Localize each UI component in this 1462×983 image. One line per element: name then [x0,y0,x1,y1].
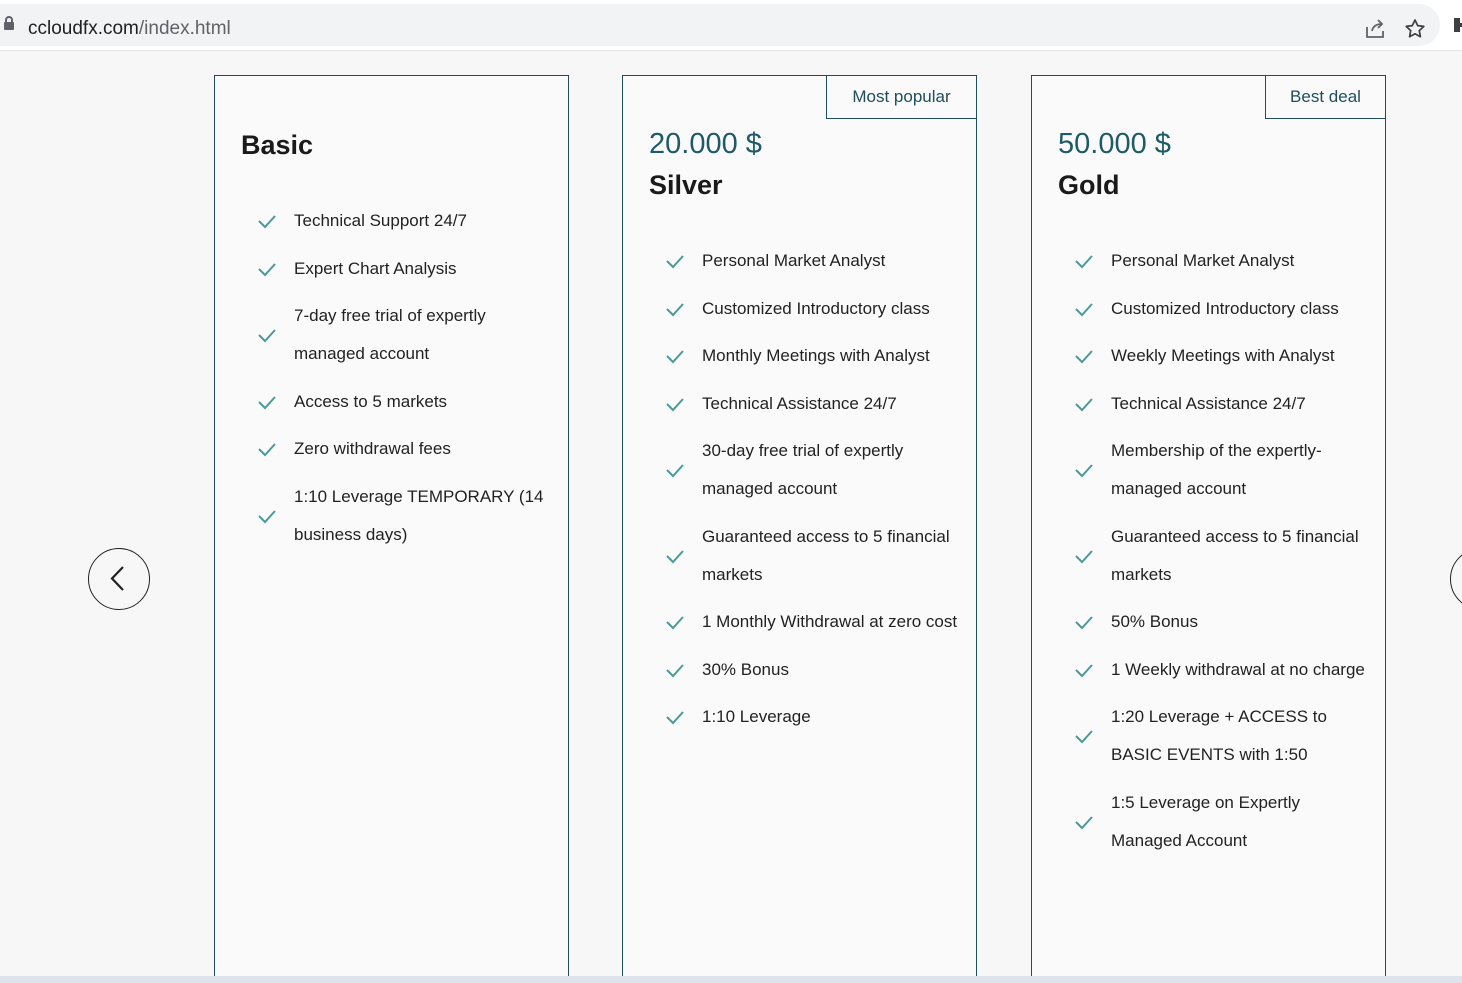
checkmark-icon [1074,396,1094,412]
feature-item [623,242,978,280]
feature-item [623,432,978,508]
best-deal-badge: Best deal [1265,75,1386,119]
url-host: ccloudfx.com [28,18,139,39]
feature-text: Technical Assistance 24/7 [1111,393,1306,413]
feature-list [1032,242,1387,869]
plan-card-silver [622,75,977,983]
plan-card-basic [214,75,569,983]
feature-text: Zero withdrawal fees [294,439,451,458]
browser-toolbar [0,0,1462,51]
feature-text: Access to 5 markets [294,391,448,411]
feature-list [623,242,978,746]
checkmark-icon [1074,614,1094,630]
feature-item [1032,784,1387,860]
most-popular-badge: Most popular [826,75,977,119]
feature-text: Customized Introductory class [1111,298,1339,318]
feature-text: Technical Support 24/7 [294,211,467,230]
feature-text: Technical Assistance 24/7 [702,393,897,413]
lock-icon[interactable] [4,22,14,30]
checkmark-icon [1074,662,1094,678]
checkmark-icon [1074,348,1094,364]
checkmark-icon [665,253,685,269]
checkmark-icon [1074,548,1094,564]
feature-item [215,430,570,468]
carousel-prev-button[interactable] [88,548,150,610]
address-bar[interactable] [0,4,1440,46]
feature-text: 1:20 Leverage + ACCESS to BASIC EVENTS with 1:50 [1111,707,1327,764]
plan-name: Basic [241,130,314,160]
feature-text: 1:5 Leverage on Expertly Managed Account [1111,792,1301,850]
checkmark-icon [665,614,685,630]
feature-text: Customized Introductory class [702,298,930,318]
plan-card-gold [1031,75,1386,983]
chevron-left-icon [89,549,148,608]
checkmark-icon [1074,728,1094,744]
url-path: /index.html [138,18,231,39]
feature-text: 1:10 Leverage [702,707,811,726]
feature-item [1032,337,1387,375]
plan-name: Gold [1058,170,1120,200]
plan-price: 20.000 $ [649,128,762,160]
feature-item [215,383,570,421]
feature-text: 7-day free trial of expertly managed account [294,306,486,363]
feature-item [1032,651,1387,689]
plan-name: Silver [649,170,723,200]
feature-list [215,202,570,563]
feature-text: 30% Bonus [702,659,789,679]
feature-text: 30-day free trial of expertly managed account [702,441,904,498]
feature-item [215,202,570,240]
checkmark-icon [665,662,685,678]
share-icon[interactable] [1363,17,1387,41]
checkmark-icon [1074,253,1094,269]
feature-item [215,297,570,373]
checkmark-icon [257,441,277,457]
checkmark-icon [665,709,685,725]
checkmark-icon [1074,301,1094,317]
checkmark-icon [665,348,685,364]
feature-text: 50% Bonus [1111,612,1198,631]
feature-text: Monthly Meetings with Analyst [702,346,930,365]
checkmark-icon [1074,814,1094,830]
extensions-icon[interactable] [1452,16,1462,34]
feature-item [1032,290,1387,328]
page-bottom-edge [0,976,1462,983]
feature-text: Guaranteed access to 5 financial markets [1111,526,1359,584]
feature-item [623,518,978,594]
checkmark-icon [665,462,685,478]
checkmark-icon [257,327,277,343]
checkmark-icon [665,301,685,317]
checkmark-icon [665,548,685,564]
feature-item [215,478,570,554]
feature-item [1032,432,1387,508]
feature-text: 1:10 Leverage TEMPORARY (14 business days) [294,486,544,544]
feature-text: Weekly Meetings with Analyst [1111,346,1335,365]
feature-item [1032,518,1387,594]
checkmark-icon [665,396,685,412]
feature-item [623,385,978,423]
feature-item [215,250,570,288]
feature-item [623,337,978,375]
url-text[interactable] [28,18,231,40]
checkmark-icon [257,394,277,410]
checkmark-icon [257,508,277,524]
feature-item [1032,242,1387,280]
feature-text: Personal Market Analyst [702,251,886,270]
feature-item [623,651,978,689]
feature-text: 1 Monthly Withdrawal at zero cost [702,612,958,631]
feature-text: Personal Market Analyst [1111,251,1295,270]
checkmark-icon [257,213,277,229]
feature-item [1032,698,1387,774]
feature-item [623,698,978,736]
feature-item [623,603,978,641]
feature-item [1032,603,1387,641]
plan-price: 50.000 $ [1058,128,1171,160]
feature-text: Membership of the expertly-managed account [1111,441,1322,498]
carousel-next-button[interactable] [1450,548,1462,610]
bookmark-star-icon[interactable] [1403,17,1427,41]
feature-text: 1 Weekly withdrawal at no charge [1111,659,1365,679]
checkmark-icon [1074,462,1094,478]
feature-text: Guaranteed access to 5 financial markets [702,526,950,584]
feature-item [1032,385,1387,423]
checkmark-icon [257,261,277,277]
feature-text: Expert Chart Analysis [294,258,457,278]
feature-item [623,290,978,328]
